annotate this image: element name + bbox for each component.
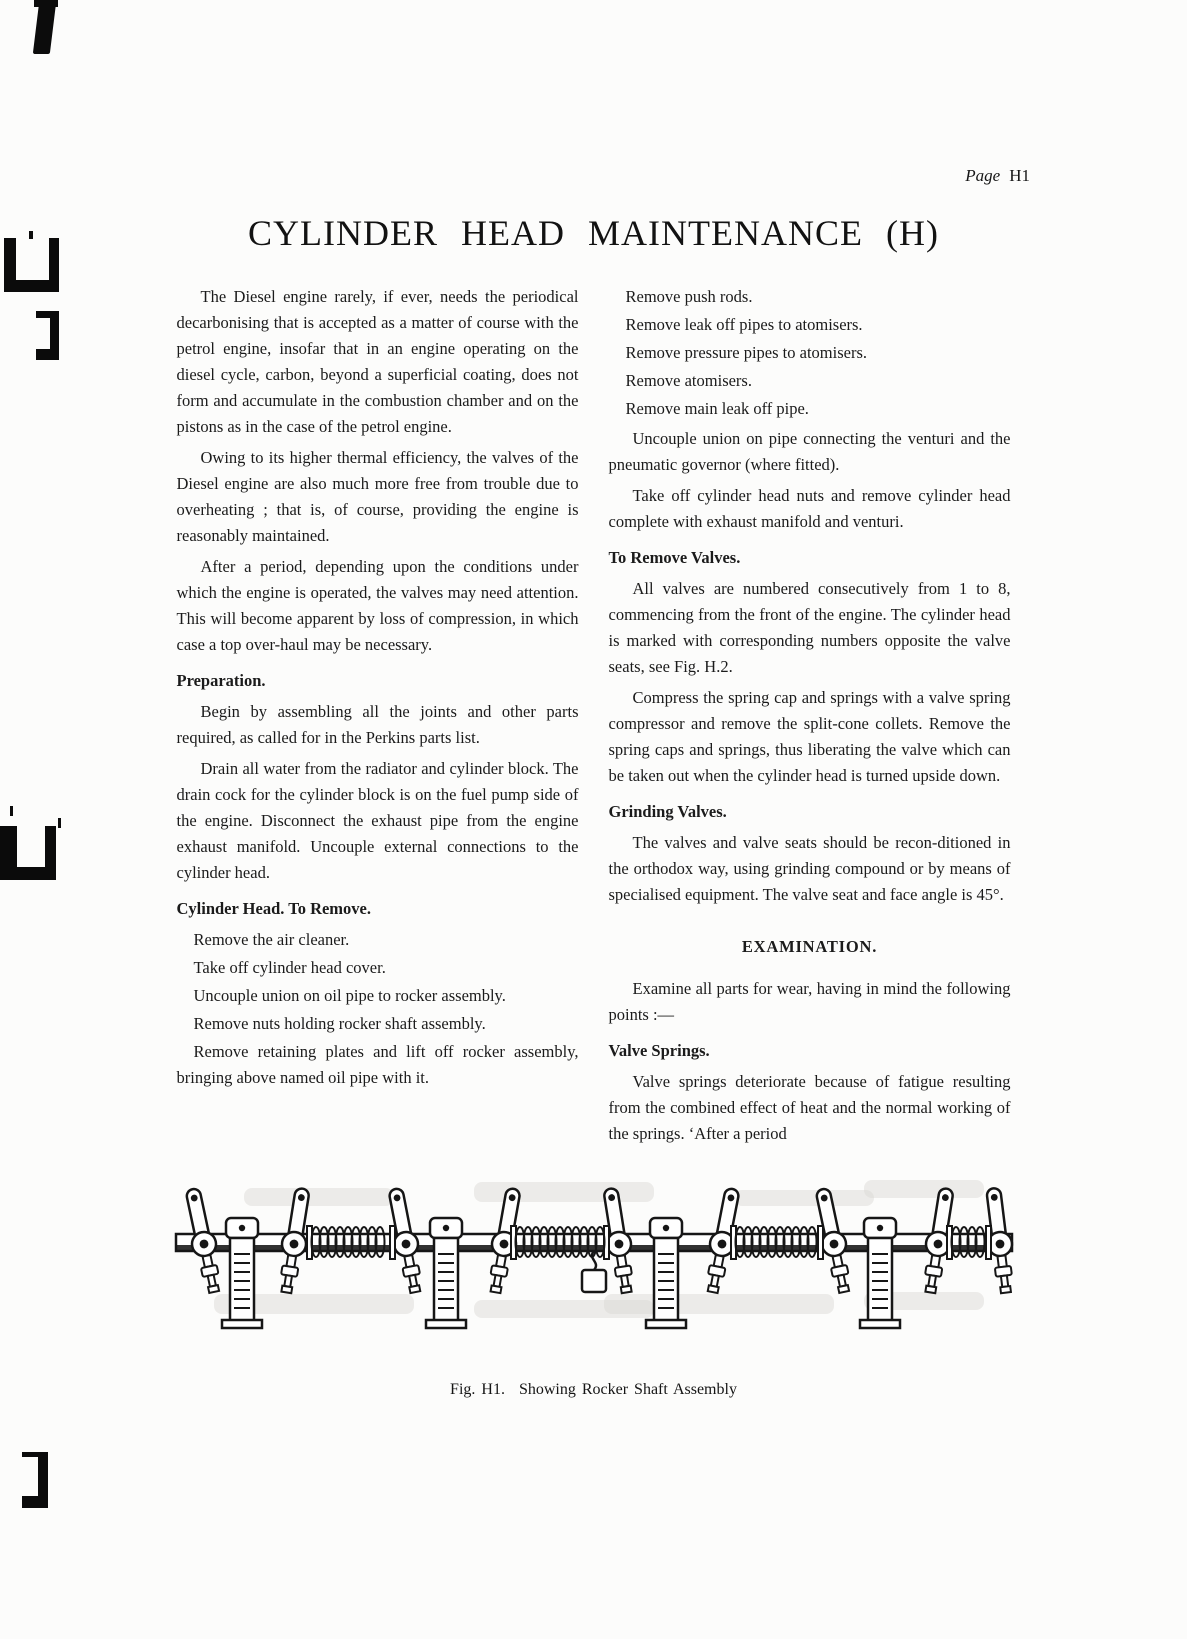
procedure-step: Remove push rods.: [625, 287, 753, 306]
figure-area: [174, 1174, 1014, 1399]
scan-artifact: [58, 818, 61, 828]
section-heading-examination: EXAMINATION.: [741, 937, 878, 956]
right-column: [609, 284, 1011, 1152]
section-heading-valve-springs: Valve Springs.: [608, 1041, 710, 1060]
procedure-step: Take off cylinder head cover.: [193, 958, 386, 977]
paragraph: Compress the spring cap and springs with a valve spring compressor and remove the split-cone collets. Remove the spring caps and springs, thus liberating the valve which can be taken out when the cylinder head is turned upside down.: [608, 688, 1011, 785]
scan-artifact: [29, 231, 33, 239]
scan-artifact: [0, 826, 56, 880]
procedure-step: Uncouple union on oil pipe to rocker assembly.: [193, 986, 506, 1005]
paragraph: All valves are numbered consecutively from 1 to 8, commencing from the front of the engine. The cylinder head is marked with corresponding numbers opposite the valve seats, see Fig. H.2.: [608, 579, 1011, 676]
paragraph: Take off cylinder head nuts and remove cylinder head complete with exhaust manifold and venturi.: [608, 486, 1011, 531]
text-columns: [177, 284, 1011, 1152]
paragraph: After a period, depending upon the conditions under which the engine is operated, the valves may need attention. This will become apparent by loss of compression, in which case a top over-haul may be necessary.: [176, 557, 579, 654]
paragraph: The Diesel engine rarely, if ever, needs the periodical decarbonising that is accepted as a matter of course with the petrol engine, insofar that in an engine operating on the diesel cycle, carbon, beyond a superficial coating, does not form and accumulate in the combustion chamber and on the pistons as in the case of the petrol engine.: [176, 287, 579, 436]
figure-caption-text: Showing Rocker Shaft Assembly: [518, 1381, 737, 1398]
figure-label: Fig. H1.: [450, 1381, 505, 1398]
section-heading-preparation: Preparation.: [176, 671, 266, 690]
procedure-step: Remove leak off pipes to atomisers.: [625, 315, 863, 334]
paragraph: Begin by assembling all the joints and other parts required, as called for in the Perkins parts list.: [176, 702, 579, 747]
page-title: CYLINDER HEAD MAINTENANCE (H): [248, 213, 939, 253]
paragraph: Drain all water from the radiator and cylinder block. The drain cock for the cylinder block is on the fuel pump side of the engine. Disconnect the exhaust pipe from the engine exhaust manifold. Uncouple external connections to the cylinder head.: [176, 759, 579, 882]
left-column: [177, 284, 579, 1152]
scan-artifact: [36, 311, 59, 360]
paragraph: The valves and valve seats should be recon-ditioned in the orthodox way, using grinding compound or by means of specialised equipment. The valve seat and face angle is 45°.: [608, 833, 1011, 904]
figure-caption: [174, 1381, 1014, 1399]
page-number: [0, 166, 1030, 186]
rocker-shaft-assembly-figure: [174, 1174, 1014, 1334]
section-heading-grinding-valves: Grinding Valves.: [608, 802, 727, 821]
scan-artifact: [22, 1452, 48, 1508]
paragraph: Uncouple union on pipe connecting the venturi and the pneumatic governor (where fitted).: [608, 429, 1011, 474]
page-word: Page: [965, 166, 1001, 185]
paragraph: Owing to its higher thermal efficiency, the valves of the Diesel engine are also much more free from trouble due to overheating ; that is, of course, providing the engine is reasonably maintained.: [176, 448, 579, 545]
procedure-step: Remove main leak off pipe.: [625, 399, 809, 418]
paragraph: Valve springs deteriorate because of fatigue resulting from the combined effect of heat and the normal working of the springs. ‘After a period: [608, 1072, 1011, 1143]
paragraph: Examine all parts for wear, having in mind the following points :—: [608, 979, 1011, 1024]
section-heading-cylinder-head: Cylinder Head. To Remove.: [176, 899, 371, 918]
scan-artifact: [33, 2, 56, 54]
section-heading-remove-valves: To Remove Valves.: [608, 548, 741, 567]
procedure-step: Remove the air cleaner.: [193, 930, 350, 949]
procedure-step: Remove retaining plates and lift off rocker assembly, bringing above named oil pipe with it.: [176, 1042, 579, 1087]
scan-artifact: [10, 806, 13, 816]
scan-artifact: [4, 238, 59, 292]
procedure-step: Remove nuts holding rocker shaft assembly.: [193, 1014, 486, 1033]
procedure-step: Remove atomisers.: [625, 371, 752, 390]
procedure-step: Remove pressure pipes to atomisers.: [625, 343, 867, 362]
page-number-value: H1: [1009, 166, 1030, 185]
